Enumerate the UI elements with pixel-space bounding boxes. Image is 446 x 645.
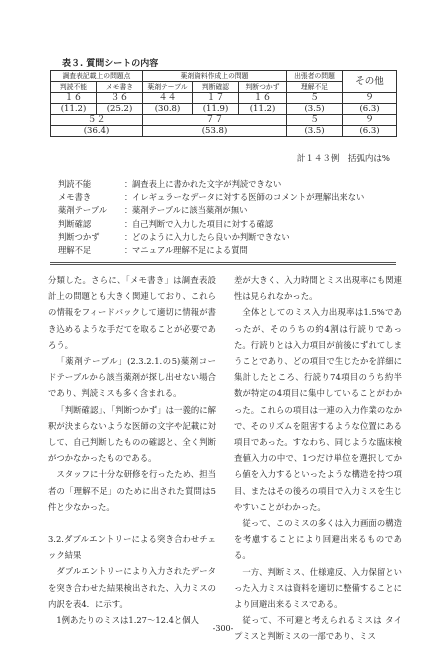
col-header-memo: メモ書き	[97, 82, 143, 93]
col-header-lack-understanding: 理解不足	[287, 82, 343, 93]
paragraph: 「薬剤テーブル」(2.3.2.1.の5)薬剤コードテーブルから該当薬剤が探し出せない場合であり、判読ミスも多く含まれる。	[48, 356, 216, 399]
percent-cell: (11.2)	[51, 104, 97, 115]
table-group-percent-row	[51, 126, 397, 137]
legend-item: 薬剤テーブル ： 薬剤テーブルに該当薬剤が無い	[58, 204, 364, 217]
legend-item: メモ書き ： イレギュラーなデータに対する医師のコメントが理解出来ない	[58, 191, 364, 204]
percent-cell: (11.2)	[239, 104, 287, 115]
section-divider	[50, 262, 396, 263]
table-percent-row	[51, 104, 397, 115]
percent-cell: (3.5)	[287, 104, 343, 115]
group-percent-cell: (53.8)	[143, 126, 287, 137]
paragraph: スタッフに十分な研修を行ったため、担当者の「理解不足」のために出された質問は5件と少なかった。	[48, 469, 216, 512]
legend-desc: 自己判断で入力した項目に対する確認	[132, 218, 274, 229]
group-count-cell: ９	[343, 115, 397, 126]
paragraph: 従って、このミスの多くは入力画面の構造を考慮することにより回避出来るものである。	[234, 518, 402, 561]
page-number: -300-	[212, 624, 234, 633]
col-header-judgment-confirm: 判断確認	[193, 82, 239, 93]
table-count-row	[51, 93, 397, 104]
section-divider	[50, 264, 396, 265]
body-column-left	[48, 272, 216, 628]
count-cell: １６	[239, 93, 287, 104]
col-header-drug-table: 薬剤テーブル	[143, 82, 193, 93]
legend-item: 判読不能 ： 調査表上に書かれた文字が判読できない	[58, 178, 364, 191]
group-count-cell: ７７	[143, 115, 287, 126]
table-group-count-row	[51, 115, 397, 126]
count-cell: ９	[343, 93, 397, 104]
paragraph: 1例あたりのミスは1.27～12.4と個人	[56, 615, 199, 626]
group-percent-cell: (3.5)	[287, 126, 343, 137]
paragraph: ダブルエントリーにより入力されたデータを突き合わせた結果検出された、入力ミスの内訳を表4．に示す。	[48, 566, 216, 609]
legend-term: 判読不能	[58, 179, 92, 189]
question-sheet-table	[50, 70, 397, 137]
count-cell: １７	[193, 93, 239, 104]
percent-cell: (30.8)	[143, 104, 193, 115]
group-header-drug-material: 薬剤資料作成上の問題	[143, 71, 287, 82]
count-cell: １６	[51, 93, 97, 104]
col-header-unreadable: 判読不能	[51, 82, 97, 93]
table-title: 表３. 質問シートの内容	[62, 59, 159, 69]
legend-term: 理解不足	[58, 245, 92, 256]
table-group-header-row	[51, 71, 397, 82]
legend-desc: イレギュラーなデータに対する医師のコメントが理解出来ない	[132, 192, 365, 203]
legend-desc: どのように入力したら良いか判断できない	[132, 231, 290, 242]
paragraph: 分類した。さらに、「メモ書き」は調査表設計上の問題とも大きく関連しており、これらの情報をフィードバックして適切に情報が書き込めるような手だてを取ることが必要であろう。	[48, 275, 216, 350]
legend-list	[58, 178, 364, 257]
col-header-undecided: 判断つかず	[239, 82, 287, 93]
group-header-other: その他	[343, 71, 397, 93]
legend-term: 判断確認	[58, 218, 92, 229]
body-column-right	[234, 272, 402, 645]
legend-term: 薬剤テーブル	[58, 205, 108, 216]
group-header-survey: 調査表記載上の問題点	[51, 71, 143, 82]
legend-item: 判断確認 ： 自己判断で入力した項目に対する確認	[58, 218, 364, 231]
legend-term: 判断つかず	[58, 231, 100, 242]
legend-item: 判断つかず ： どのように入力したら良いか判断できない	[58, 231, 364, 244]
table-footnote: 計１４３例 括弧内は%	[296, 154, 390, 164]
group-count-cell: ５２	[51, 115, 143, 126]
paragraph: 従って、不可避と考えられるミスは タイプミスと判断ミスの一部であり、ミス	[234, 615, 402, 642]
legend-desc: 調査表上に書かれた文字が判読できない	[132, 179, 282, 189]
legend-desc: マニュアル理解不足による質問	[132, 245, 248, 256]
percent-cell: (11.9)	[193, 104, 239, 115]
legend-term: メモ書き	[58, 192, 92, 203]
paragraph: 差が大きく、入力時間とミス出現率にも関連性は見られなかった。	[234, 275, 402, 302]
paragraph: 「判断確認」、「判断つかず」は一義的に解釈が決まらないような医師の文字や記載に対して、自己判断したものの確認と、全く判断がつかなかったものである。	[48, 404, 216, 464]
paragraph: 一方、判断ミス、仕様違反、入力保留といった入力ミスは資料を適切に整備することにより回避出来るミスである。	[234, 566, 402, 610]
legend-item: 理解不足 ： マニュアル理解不足による質問	[58, 244, 364, 257]
count-cell: ３６	[97, 93, 143, 104]
count-cell: ５	[287, 93, 343, 104]
group-percent-cell: (6.3)	[343, 126, 397, 137]
group-header-staff: 出張者の問題	[287, 71, 343, 82]
percent-cell: (6.3)	[343, 104, 397, 115]
legend-desc: 薬剤テーブルに該当薬剤が無い	[132, 205, 248, 216]
section-heading: 3.2.ダブルエントリーによる突き合わせチェック結果	[48, 534, 216, 561]
group-count-cell: ５	[287, 115, 343, 126]
count-cell: ４４	[143, 93, 193, 104]
paragraph: 全体としてのミス入力出現率は1.5%であったが、そのうちの約4割は行読りであった。行読りとは入力項目が前後にずれてしまうことであり、どの項目で生じたかを詳細に集計したところ、行読り74項目のうち約半数が特定の4項目に集中していることがわかった。これらの項目は一連の入力作業のなかで、そのリズムを阻害するような位置にある項目であった。すなわち、同じような臨床検査値入力の中で、1つだけ単位を選択してから値を入力するといったような構造を持つ項目、またはその後ろの項目で入力ミスを生じやすいことがわかった。	[234, 307, 402, 512]
percent-cell: (25.2)	[97, 104, 143, 115]
group-percent-cell: (36.4)	[51, 126, 143, 137]
